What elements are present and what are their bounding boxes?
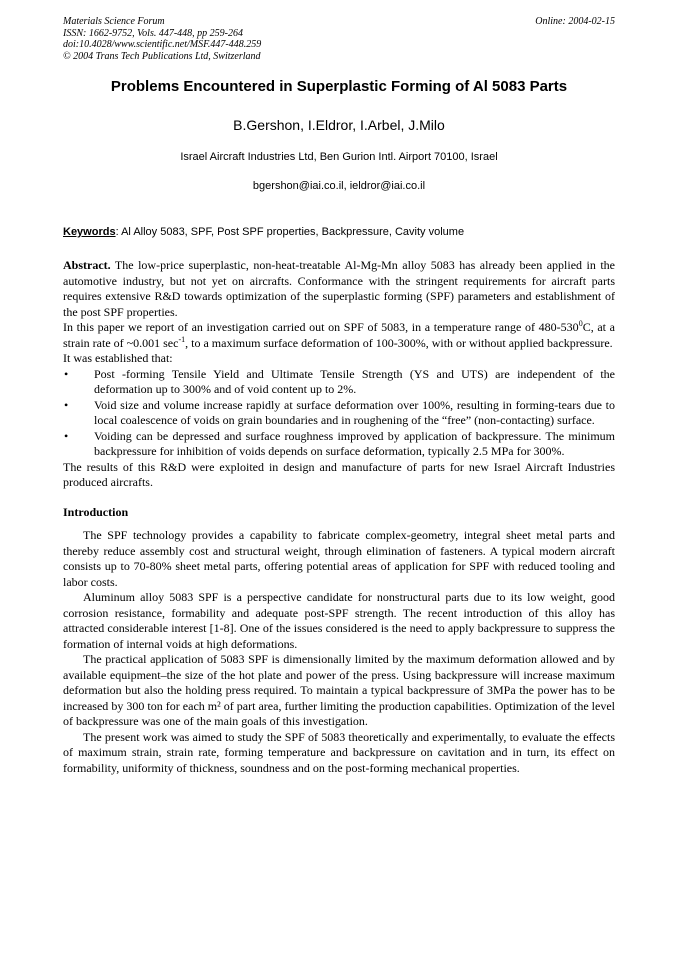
findings-list <box>63 367 615 460</box>
abstract-text: The low-price superplastic, non-heat-treatable Al-Mg-Mn alloy 5083 has already been applied in the automotive industry, but not yet on aircrafts. Conformance with the stringent requirements for aircraft parts requires extensive R&D towards optimization of the superplastic forming (SPF) parameters and establishment of the post SPF properties. <box>63 258 615 319</box>
bullet-icon: • <box>64 428 69 443</box>
copyright-line: © 2004 Trans Tech Publications Ltd, Switzerland <box>63 50 261 62</box>
affiliation: Israel Aircraft Industries Ltd, Ben Gurion Intl. Airport 70100, Israel <box>180 151 498 163</box>
keywords <box>63 226 615 238</box>
superscript-degree: 0 <box>578 319 583 328</box>
journal-name: Materials Science Forum <box>63 16 165 27</box>
intro-paragraph: Aluminum alloy 5083 SPF is a perspective candidate for nonstructural parts due to its low weight, good corrosion resistance, formability and adequate post-SPF strength. The recent introduction of this alloy has attracted considerable interest [1-8]. One of the issues considered is the need to apply backpressure to suppress the formation of internal voids at high deformations. <box>63 590 615 651</box>
paper-title: Problems Encountered in Superplastic Forming of Al 5083 Parts <box>110 78 568 95</box>
keywords-text: : Al Alloy 5083, SPF, Post SPF properties, Backpressure, Cavity volume <box>115 226 465 238</box>
abstract-label: Abstract. <box>63 258 111 272</box>
list-item <box>63 429 615 460</box>
intro-paragraph: The present work was aimed to study the SPF of 5083 theoretically and experimentally, to evaluate the effects of maximum strain, strain rate, forming temperature and backpressure on cavitation and in turn, its effect on formability, uniformity of thickness, soundness and on the post-forming mechanical properties. <box>63 729 615 775</box>
abstract-text-2c: , to a maximum surface deformation of 100-300%, with or without applied backpressure. <box>185 335 613 350</box>
online-date: Online: 2004-02-15 <box>535 16 615 27</box>
paper-body <box>63 258 615 776</box>
abstract-paragraph-2 <box>63 320 615 351</box>
abstract-paragraph <box>63 258 615 320</box>
author-list: B.Gershon, I.Eldror, I.Arbel, J.Milo <box>233 117 445 133</box>
doi-line: doi:10.4028/www.scientific.net/MSF.447-448.259 <box>63 39 262 50</box>
superscript-minus-one: -1 <box>178 334 186 344</box>
intro-paragraph: The SPF technology provides a capability to fabricate complex-geometry, integral sheet metal parts and thereby reduce assembly cost and structural weight, through elimination of fasteners. A typical modern aircraft consists up to 70-80% sheet metal parts, offering potential areas of application for SPF with reduced tooling and labor costs. <box>63 528 615 589</box>
list-item <box>63 398 615 429</box>
issn-line: ISSN: 1662-9752, Vols. 447-448, pp 259-264 <box>63 27 243 39</box>
list-item <box>63 367 615 398</box>
section-heading-introduction: Introduction <box>63 504 129 519</box>
keywords-label: Keywords <box>63 226 116 238</box>
abstract-paragraph-3: It was established that: <box>63 351 173 365</box>
intro-paragraph: The practical application of 5083 SPF is dimensionally limited by the maximum deformation allowed and by available equipment–the size of the hot plate and power of the press. Using backpressure will increase maximum deformation but also the holding press required. To maintain a typical backpressure of 3MPa the power has to be increased by 300 ton for each m² of part area, further limiting the production capabilities. Optimization of the level of backpressure was one of the main goals of this investigation. <box>63 652 615 728</box>
bullet-icon: • <box>64 397 69 412</box>
abstract-paragraph-4: The results of this R&D were exploited in design and manufacture of parts for new Israel Aircraft Industries produced aircrafts. <box>63 459 615 489</box>
list-item-text: Void size and volume increase rapidly at surface deformation over 100%, resulting in forming-tears due to local coalescence of voids on grain boundaries and in roughening of the “free” (non-contacting) surface. <box>94 397 615 427</box>
bullet-icon: • <box>64 366 69 381</box>
abstract-text-2a: In this paper we report of an investigation carried out on SPF of 5083, in a temperature range of 480-530 <box>63 320 579 334</box>
abstract-text-2b: C, at a strain rate of ~0.001 sec <box>63 320 615 350</box>
list-item-text: Post -forming Tensile Yield and Ultimate Tensile Strength (YS and UTS) are independent of the deformation up to 300% and of void content up to 2%. <box>94 366 615 396</box>
journal-header <box>63 16 615 62</box>
list-item-text: Voiding can be depressed and surface roughness improved by application of backpressure. The minimum backpressure for inhibition of voids depends on surface deformation, typically 2.5 MPa for 300%. <box>94 428 615 458</box>
author-emails: bgershon@iai.co.il, ieldror@iai.co.il <box>252 180 426 192</box>
